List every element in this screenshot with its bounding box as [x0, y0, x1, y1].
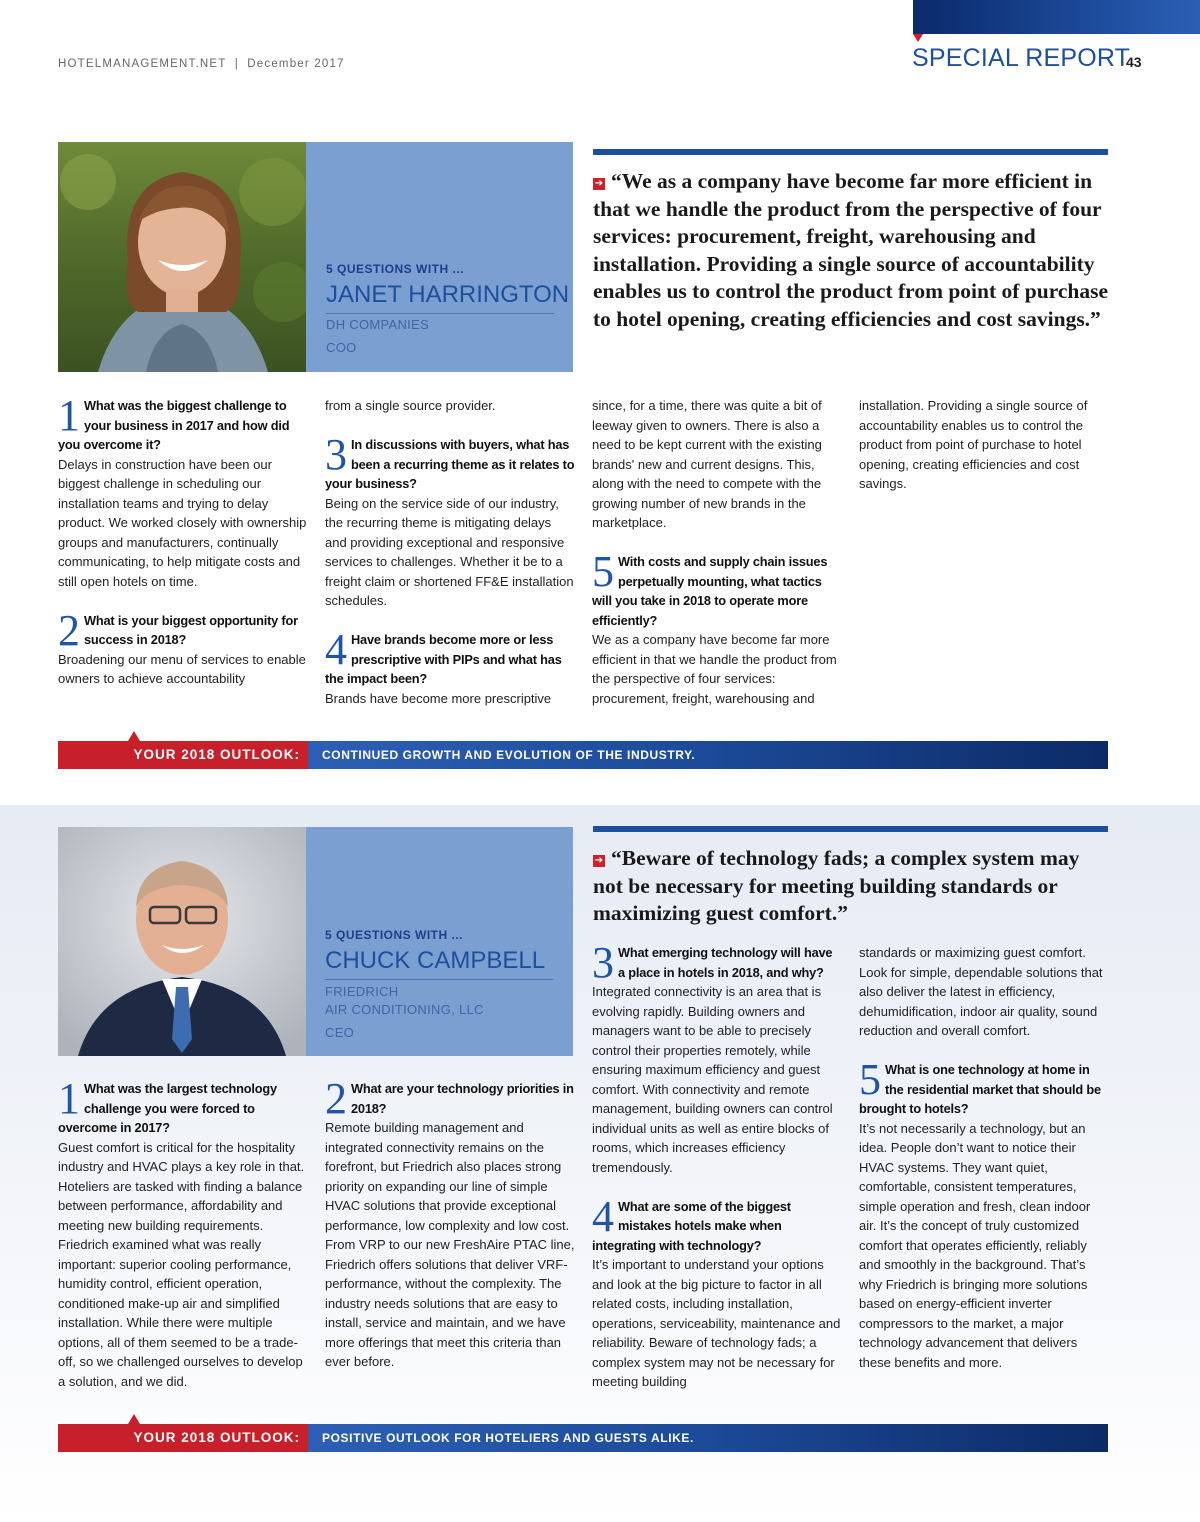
- janet-harrington-photo: [58, 142, 306, 372]
- outlook-notch: [128, 1414, 140, 1424]
- question-block-4: [592, 1191, 842, 1392]
- question-text: With costs and supply chain issues perpetually mounting, what tactics will you take in 2018 to operate more efficiently?: [592, 554, 828, 628]
- article-column-1: [58, 391, 308, 708]
- question-block-2: [58, 605, 308, 689]
- outlook-label: YOUR 2018 OUTLOOK:: [133, 747, 300, 762]
- question-block-5: [592, 547, 842, 708]
- job-title: COO: [326, 340, 357, 355]
- pull-quote-text: “Beware of technology fads; a complex system may not be necessary for meeting building standards or maximizing guest comfort.”: [593, 846, 1080, 926]
- answer-text: Being on the service side of our industry, the recurring theme is mitigating delays and providing exceptional and responsive services to challenges. Whether it be to a freight claim or shortened FF&E installation schedules.: [325, 495, 574, 608]
- question-text: What are your technology priorities in 2018?: [351, 1081, 574, 1116]
- publication-line: [58, 58, 345, 70]
- outlook-banner: [58, 1424, 1108, 1452]
- answer-text: It’s important to understand your options and look at the big picture to factor in all related costs, including installation, operations, serviceability, maintenance and reliability. Beware of technology fads; a complex system may not be necessary for meeting building: [592, 1257, 841, 1389]
- question-number: 2: [325, 1074, 347, 1123]
- question-text: What was the biggest challenge to your business in 2017 and how did you overcome it?: [58, 398, 290, 452]
- profile-intro-panel: [306, 142, 573, 372]
- question-block-1: [58, 391, 308, 591]
- article-column-3: [592, 938, 842, 1411]
- answer-text: Broadening our menu of services to enable owners to achieve accountability: [58, 651, 306, 686]
- answer-text: Guest comfort is critical for the hospitality industry and HVAC plays a key role in that. Hoteliers are tasked with finding a balance between performance, affordability and meeting new building requirements. Friedrich examined what was really important: superior cooling performance, humidity control, efficient operation, conditioned make-up air and simplified installation. While there were multiple options, all of them seemed to be a trade-off, so we challenged ourselves to develop a solution, and we did.: [58, 1139, 305, 1389]
- question-number: 4: [592, 1191, 614, 1241]
- outlook-label-box: [58, 1424, 308, 1452]
- continued-text: since, for a time, there was quite a bit of leeway given to owners. There is also a need to be kept current with the existing brands' new and current designs. This, along with the need to compete with the growing number of new brands in the marketplace.: [592, 398, 822, 530]
- quote-rule: [593, 826, 1108, 832]
- question-text: What is one technology at home in the residential market that should be brought to hotels?: [859, 1062, 1101, 1116]
- question-text: What was the largest technology challenge you were forced to overcome in 2017?: [58, 1081, 277, 1135]
- outlook-label: YOUR 2018 OUTLOOK:: [133, 1430, 300, 1445]
- question-number: 2: [58, 605, 80, 655]
- question-number: 5: [859, 1055, 881, 1104]
- question-block-5: [859, 1055, 1109, 1372]
- continued-text: from a single source provider.: [325, 398, 496, 413]
- chuck-campbell-photo: [58, 827, 306, 1056]
- person-name: JANET HARRINGTON: [326, 281, 554, 314]
- question-block-1: [58, 1074, 308, 1391]
- pull-quote: [593, 168, 1113, 334]
- pull-quote: [593, 845, 1113, 928]
- article-column-2: [325, 396, 575, 728]
- answer-text: Integrated connectivity is an area that is evolving rapidly. Building owners and managers want to be able to precisely control their properties remotely, while ensuring maximum efficiency and guest comfort. With connectivity and remote management, building owners can control individual units as well as entire blocks of rooms, which increases efficiency tremendously.: [592, 984, 833, 1175]
- answer-text: Brands have become more prescriptive: [325, 690, 552, 706]
- person-name: CHUCK CAMPBELL: [325, 947, 553, 980]
- article-column-3: [592, 396, 842, 728]
- question-text: What are some of the biggest mistakes hotels make when integrating with technology?: [592, 1198, 791, 1253]
- separator: |: [234, 58, 239, 70]
- profile-intro-panel: [306, 827, 573, 1056]
- outlook-text-box: [308, 741, 1108, 769]
- arrow-right-icon: ➔: [594, 855, 604, 866]
- answer-text: We as a company have become far more efficient in that we handle the product from the perspective of four services: procurement, freight, warehousing and: [592, 632, 837, 706]
- section-title: SPECIAL REPORT: [912, 44, 1131, 72]
- question-block-4: [325, 625, 575, 708]
- outlook-banner: [58, 741, 1108, 769]
- five-questions-label: 5 QUESTIONS WITH ...: [325, 928, 464, 942]
- question-number: 3: [592, 938, 614, 987]
- outlook-text: CONTINUED GROWTH AND EVOLUTION OF THE INDUSTRY.: [322, 748, 696, 762]
- company-name-line-2: AIR CONDITIONING, LLC: [325, 1002, 484, 1017]
- outlook-text: POSITIVE OUTLOOK FOR HOTELIERS AND GUESTS ALIKE.: [322, 1431, 694, 1445]
- continued-text: standards or maximizing guest comfort. Look for simple, dependable solutions that also deliver the latest in efficiency, dehumidification, indoor air quality, sound reduction and overall comfort.: [859, 945, 1103, 1038]
- job-title: CEO: [325, 1025, 355, 1040]
- company-name-line-1: FRIEDRICH: [325, 984, 399, 999]
- issue-date: December 2017: [247, 58, 345, 70]
- outlook-text-box: [308, 1424, 1108, 1452]
- five-questions-label: 5 QUESTIONS WITH ...: [326, 262, 465, 276]
- question-number: 3: [325, 430, 347, 479]
- header-red-notch: [913, 34, 923, 42]
- article-column-1: [58, 1074, 308, 1411]
- answer-text: It’s not necessarily a technology, but an idea. People don’t want to notice their HVAC systems. They want quiet, comfortable, consistent temperatures, simple operation and fresh, clean indoor air. It’s the concept of truly customized comfort that operates efficiently, reliably and smoothly in the background. That’s why Friedrich is bringing more solutions based on energy-efficient inverter compressors to the market, a major technology advancement that delivers these benefits and more.: [859, 1120, 1091, 1370]
- arrow-right-icon: ➔: [594, 178, 604, 189]
- portrait-illustration: [58, 142, 306, 372]
- article-column-4: [859, 396, 1109, 513]
- outlook-label-box: [58, 741, 308, 769]
- header-color-bar: [913, 0, 1200, 34]
- outlook-notch: [128, 731, 140, 741]
- article-column-4: [859, 943, 1109, 1392]
- question-text: Have brands become more or less prescriptive with PIPs and what has the impact been?: [325, 632, 562, 686]
- publication-name: HOTELMANAGEMENT.NET: [58, 58, 227, 70]
- page-number: 43: [1126, 54, 1142, 70]
- company-name: DH COMPANIES: [326, 317, 430, 332]
- question-block-3: [325, 430, 575, 611]
- question-text: What is your biggest opportunity for success in 2018?: [84, 612, 298, 647]
- question-number: 5: [592, 547, 614, 596]
- question-text: In discussions with buyers, what has been a recurring theme as it relates to your business?: [325, 437, 575, 491]
- pull-quote-text: “We as a company have become far more efficient in that we handle the product from the perspective of four services: procurement, freight, warehousing and installation. Providing a single source of accountability enables us to control the product from point of purchase to hotel opening, creating efficiencies and cost savings.”: [593, 169, 1109, 331]
- quote-rule: [593, 149, 1108, 155]
- question-block-2: [325, 1074, 575, 1372]
- portrait-illustration: [58, 827, 306, 1056]
- question-number: 1: [58, 1074, 80, 1123]
- answer-text: Delays in construction have been our biggest challenge in scheduling our installation teams and trying to delay product. We worked closely with ownership groups and manufacturers, continually communicating, to help mitigate costs and still open hotels on time.: [58, 456, 307, 589]
- answer-text: Remote building management and integrated connectivity remains on the forefront, but Friedrich also places strong priority on expanding our line of simple HVAC solutions that provide exceptional performance, low complexity and low cost. From VRP to our new FreshAire PTAC line, Friedrich offers solutions that deliver VRF-performance, without the complexity. The industry needs solutions that are easy to install, service and maintain, and we have more offerings that meet this criteria than ever before.: [325, 1120, 575, 1369]
- article-column-2: [325, 1074, 575, 1391]
- question-number: 1: [58, 391, 80, 440]
- question-number: 4: [325, 625, 347, 674]
- continued-text: installation. Providing a single source of accountability enables us to control the product from point of purchase to hotel opening, creating efficiencies and cost savings.: [859, 398, 1088, 491]
- question-block-3: [592, 938, 842, 1177]
- question-text: What emerging technology will have a place in hotels in 2018, and why?: [618, 945, 833, 980]
